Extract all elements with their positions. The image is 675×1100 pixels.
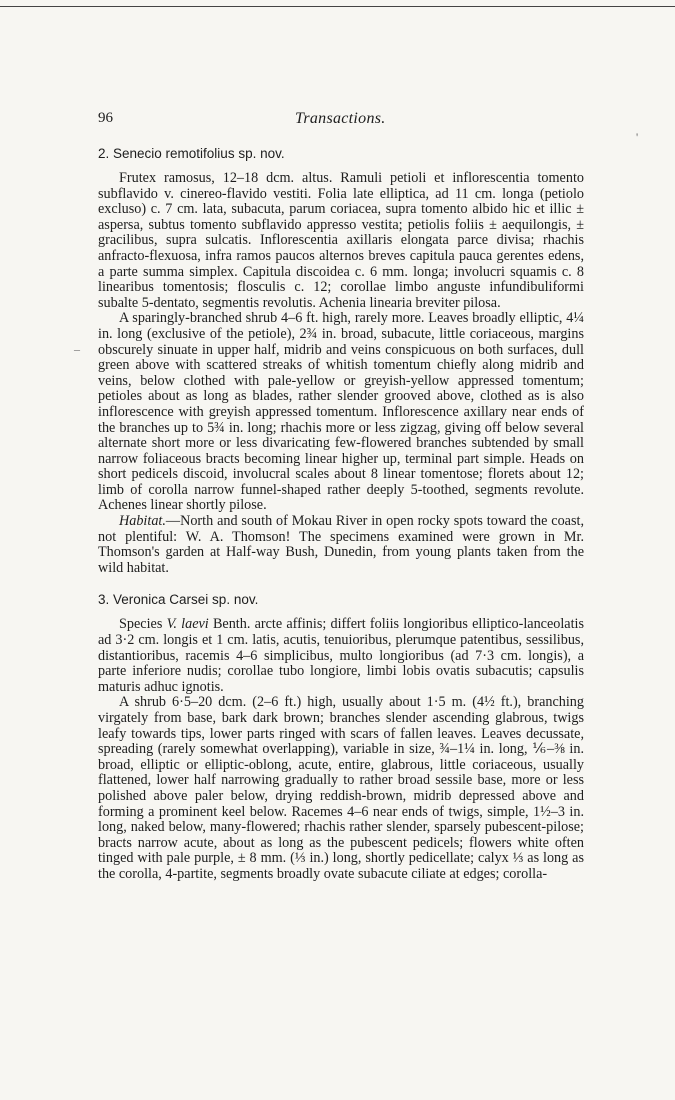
latin-lead: Species — [119, 616, 167, 633]
top-rule — [0, 6, 675, 7]
margin-mark: ' — [636, 130, 639, 144]
running-title: Transactions. — [295, 110, 386, 127]
latin-description-senecio: Frutex ramosus, 12–18 dcm. altus. Ramuli petioli et inflorescentia tomento subflavido v. cinereo-flavido vestiti. Folia late elliptica, ad 11 cm. longa (petiolo excluso) c. 7 cm. lata, subacuta, parum coriacea, supra tomento albido hic et illic ± aspersa, subtus tomento subflavido appresso vestita; petiolis foliis ± aequilongis, ± gracilibus, supra sulcatis. Inflorescentia axillaris elongata parce divisa; rhachis anfracto-flexuosa, infra ramos paucos alternos breves capitula pauca gerentes edens, a parte summa simplex. Capitula discoidea c. 6 mm. longa; involucri squamis c. 8 linearibus tomentosis; flosculis c. 12; corollae limbo anguste infundibuliformi subalte 5-dentato, segmentis revolutis. Achenia linearia breviter pilosa. — [98, 170, 584, 311]
page-header — [98, 110, 675, 130]
habitat-text: —North and south of Mokau River in open rocky spots toward the coast, not plentiful: W. A. Thomson! The specimens examined were grown in Mr. Thomson's garden at Half-way Bush, Dunedin, from young plants taken from the wild habitat. — [98, 513, 584, 576]
species-title-veronica: 3. Veronica Carsei sp. nov. — [98, 592, 259, 608]
page-body — [98, 146, 584, 883]
species-title-senecio: 2. Senecio remotifolius sp. nov. — [98, 146, 285, 161]
english-description-senecio: A sparingly-branched shrub 4–6 ft. high, rarely more. Leaves broadly elliptic, 4¼ in. long (exclusive of the petiole), 2¾ in. broad, subacute, little coriaceous, margins obscurely sinuate in upper half, midrib and veins conspicuous on both surfaces, dull green above with scattered streaks of whitish tomentum chiefly along midrib and veins, below clothed with pale-yellow or greyish-yellow appressed tomentum; petioles about as long as blades, rather slender grooved above, clothed as is also inflorescence with greyish appressed tomentum. Inflorescence axillary near ends of the branches up to 5¾ in. long; rhachis more or less zigzag, giving off below several alternate short more or less divaricating few-flowered branches subtended by small narrow foliaceous bracts becoming linear higher up, terminal part simple. Heads on short pedicels discoid, involucral scales about 8 linear tomentose; florets about 12; limb of corolla narrow funnel-shaped rather deeply 5-toothed, segments revolute. Achenes linear shortly pilose. — [98, 310, 584, 514]
english-description-veronica: A shrub 6·5–20 dcm. (2–6 ft.) high, usually about 1·5 m. (4½ ft.), branching virgately from base, bark dark brown; branches slender ascending glabrous, twigs leafy towards tips, lower parts ringed with scars of fallen leaves. Leaves decussate, spreading (rarely somewhat overlapping), variable in size, ¾–1¼ in. long, ⅙–⅜ in. broad, elliptic or elliptic-oblong, acute, entire, glabrous, little coriaceous, usually flattened, lower half narrowing gradually to rather broad sessile base, more or less polished above paler below, drying reddish-brown, midrib depressed above and forming a prominent keel below. Racemes 4–6 near ends of twigs, simple, 1½–3 in. long, naked below, many-flowered; rhachis rather slender, sparsely pubescent-pilose; bracts narrow acute, about as long as the pubescent pedicels; flowers white often tinged with pale purple, ± 8 mm. (⅓ in.) long, shortly pedicellate; calyx ⅓ as long as the corolla, 4-partite, segments broadly ovate subacute ciliate at edges; corolla- — [98, 694, 584, 882]
habitat-label: Habitat. — [119, 513, 166, 530]
latin-description-rest: Benth. arcte affinis; differt foliis longioribus elliptico-lanceolatis ad 3·2 cm. longis et 1 cm. latis, acutis, tenuioribus, plerumque patentibus, sessilibus, distantioribus, racemis 4–6 simplicibus, multo longioribus (ad 7·3 cm. longis), a parte inferiore nudis; corollae tubo longiore, limbi lobis ovatis subacutis; capsulis maturis adhuc ignotis. — [98, 616, 584, 695]
page-number: 96 — [98, 110, 113, 126]
latin-description-veronica — [98, 617, 584, 695]
habitat-senecio — [98, 514, 584, 576]
latin-italic-name: V. laevi — [166, 616, 209, 633]
margin-mark: – — [74, 342, 80, 356]
